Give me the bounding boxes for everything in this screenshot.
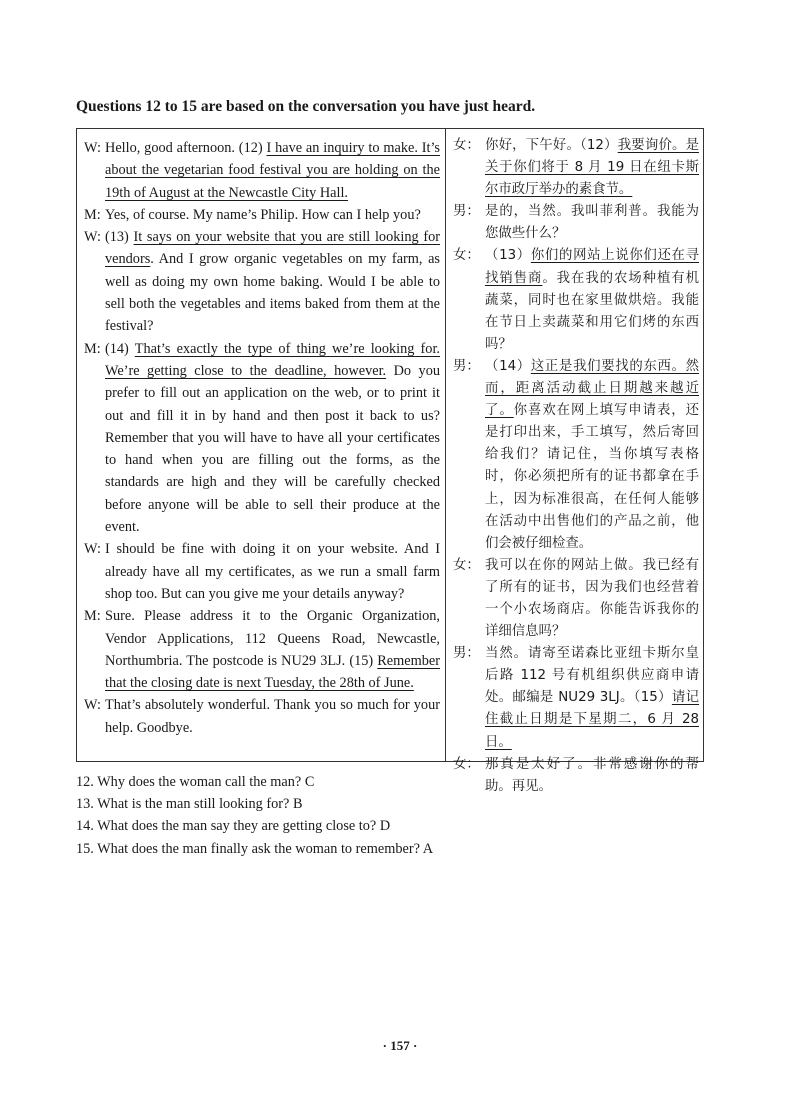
utterance-segment: Yes, of course. My name’s Philip. How can I help you? xyxy=(105,206,421,223)
answer-item: 15. What does the man finally ask the woman to remember? A xyxy=(76,840,434,857)
underlined-answer-text: I have an inquiry to make. It’s about the vegetarian food festival you are holding on the 19th of August at the Newcastle City Hall. xyxy=(105,140,440,201)
utterance-text xyxy=(485,643,699,753)
english-dialogue-turn xyxy=(84,137,440,204)
english-dialogue-turn xyxy=(84,605,440,694)
underlined-answer-text: 我要询价。是关于你们将于 8 月 19 日在纽卡斯尔市政厅举办的素食节。 xyxy=(485,138,699,198)
chinese-dialogue-turn xyxy=(453,201,699,245)
utterance-text xyxy=(485,245,699,355)
speaker-label: 男： xyxy=(453,204,480,220)
answer-item: 14. What does the man say they are getting close to? D xyxy=(76,818,391,835)
utterance-segment: 你喜欢在网上填写申请表，还是打印出来，手工填写，然后寄回给我们？请记住，当你填写表格时，你必须把所有的证书都拿在手上，因为标准很高，在任何人能够在活动中出售他们的产品之前，他们会被仔细检查。 xyxy=(485,403,700,551)
answer-item: 12. Why does the woman call the man? C xyxy=(76,774,315,790)
speaker-label: 女： xyxy=(453,756,480,772)
speaker-label: W: xyxy=(84,541,101,558)
utterance-text xyxy=(485,135,699,201)
utterance-text xyxy=(485,356,699,555)
english-transcript xyxy=(84,137,440,739)
speaker-label: M: xyxy=(84,206,101,223)
section-heading: Questions 12 to 15 are based on the conversation you have just heard. xyxy=(76,98,536,115)
utterance-segment: (14) xyxy=(105,340,135,357)
speaker-label: 女： xyxy=(453,138,480,153)
speaker-label: W: xyxy=(84,140,101,156)
speaker-label: 男： xyxy=(453,646,480,662)
utterance-segment: Do you prefer to fill out an application on the web, or to print it out and fill it in by hand and then post it back to us? Remember that you will have to have all your certificates to hand when you are filling out the forms, as the standards are high and they will be carefully checked before anyone will be able to sell their produce at the event. xyxy=(105,362,441,536)
english-dialogue-turn xyxy=(84,538,440,605)
utterance-segment: 。我在我的农场种植有机蔬菜，同时也在家里做烘焙。我能在节日上卖蔬菜和用它们烤的东西吗？ xyxy=(485,270,700,352)
utterance-segment: That’s absolutely wonderful. Thank you so much for your help. Goodbye. xyxy=(105,697,440,736)
utterance-text xyxy=(105,694,440,739)
utterance-text xyxy=(485,555,699,643)
utterance-segment: 那真是太好了。非常感谢你的帮助。再见。 xyxy=(485,756,699,794)
underlined-answer-text: 这正是我们要找的东西。然而，距离活动截止日期越来越近了。 xyxy=(485,358,699,419)
utterance-text xyxy=(105,137,440,204)
english-dialogue-turn xyxy=(84,338,440,539)
utterance-text xyxy=(105,605,440,694)
utterance-segment: 当然。请寄至诺森比亚纽卡斯尔皇后路 112 号有机组织供应商申请处。邮编是 NU29 3LJ。（15） xyxy=(485,646,699,706)
utterance-text xyxy=(105,338,440,539)
answer-item: 13. What is the man still looking for? B xyxy=(76,796,303,813)
speaker-label: W: xyxy=(84,229,101,246)
chinese-dialogue-turn xyxy=(453,135,699,201)
utterance-segment: . And I grow organic vegetables on my farm, as well as doing my own home baking. Would I be able to sell both the vegetables and items baked from them at the festival? xyxy=(105,251,440,335)
utterance-text xyxy=(485,201,699,245)
chinese-dialogue-turn xyxy=(453,356,699,555)
speaker-label: 女： xyxy=(453,557,480,573)
chinese-dialogue-turn xyxy=(453,754,699,798)
underlined-answer-text: Remember that the closing date is next Tuesday, the 28th of June. xyxy=(105,652,440,692)
speaker-label: M: xyxy=(84,340,101,357)
underlined-answer-text: 你们的网站上说你们还在寻找销售商 xyxy=(485,248,699,286)
underlined-answer-text: That’s exactly the type of thing we’re looking for. We’re getting close to the deadline, however. xyxy=(105,340,440,379)
utterance-segment: （14） xyxy=(485,358,531,374)
underlined-answer-text: It says on your website that you are still looking for vendors xyxy=(105,229,440,268)
speaker-label: W: xyxy=(84,697,101,714)
utterance-segment: Hello, good afternoon. (12) xyxy=(105,140,267,156)
utterance-segment: 我可以在你的网站上做。我已经有了所有的证书，因为我们也经营着一个小农场商店。你能告诉我你的详细信息吗？ xyxy=(485,557,699,640)
speaker-label: 男： xyxy=(453,358,480,374)
utterance-segment: Sure. Please address it to the Organic Organization, Vendor Applications, 112 Queens Road, Newcastle, Northumbria. The postcode is NU29 3LJ. (15) xyxy=(105,608,440,669)
chinese-transcript xyxy=(453,135,699,798)
page-number: · 157 · xyxy=(382,1038,418,1053)
utterance-text xyxy=(105,226,440,337)
chinese-dialogue-turn xyxy=(453,245,699,355)
answer-list xyxy=(76,771,433,860)
utterance-segment: I should be fine with doing it on your website. And I already have all my certificates, as we run a small farm shop too. But can you give me your details anyway? xyxy=(105,541,440,602)
utterance-segment: (13) xyxy=(105,229,134,246)
utterance-text xyxy=(105,538,440,605)
chinese-dialogue-turn xyxy=(453,555,699,643)
english-dialogue-turn xyxy=(84,204,440,226)
utterance-segment: 你好，下午好。（12） xyxy=(485,138,618,153)
utterance-text xyxy=(485,754,699,798)
utterance-segment: 是的，当然。我叫菲利普。我能为您做些什么？ xyxy=(485,204,699,242)
speaker-label: 女： xyxy=(453,248,480,264)
chinese-dialogue-turn xyxy=(453,643,699,753)
speaker-label: M: xyxy=(84,608,101,625)
english-dialogue-turn xyxy=(84,694,440,739)
utterance-text xyxy=(105,204,440,226)
utterance-segment: （13） xyxy=(485,248,531,264)
underlined-answer-text: 请记住截止日期是下星期二，6 月 28 日。 xyxy=(485,690,699,750)
english-dialogue-turn xyxy=(84,226,440,337)
column-divider xyxy=(445,128,446,762)
